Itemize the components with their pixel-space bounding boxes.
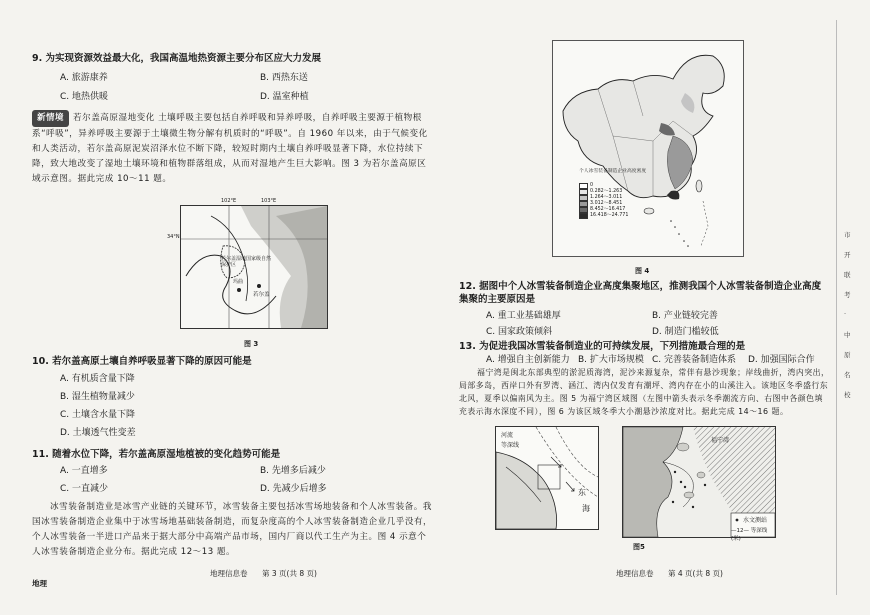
fig4-legend bbox=[579, 183, 628, 219]
q10-option-c: C. 土壤含水量下降 bbox=[60, 410, 136, 420]
footer-subject: 地理 bbox=[32, 579, 47, 588]
fig3-zoige-label: 若尔盖 bbox=[253, 292, 270, 298]
q13-option-b: B. 扩大市场规模 bbox=[578, 355, 644, 365]
binding-margin-char: 开 bbox=[844, 251, 851, 259]
q13-option-a: A. 增强自主创新能力 bbox=[486, 355, 570, 365]
footer-right-page-number: 第 4 页(共 8 页) bbox=[668, 569, 723, 578]
intro-passage bbox=[32, 110, 434, 187]
binding-margin-char: 中 bbox=[844, 331, 851, 339]
fig4-legend-label: 16.418～24.771 bbox=[590, 213, 629, 218]
q12-option-b: B. 产业链较完善 bbox=[652, 311, 718, 321]
fig4-legend-title: 个人冰雪装备制造企业高度密度 bbox=[579, 169, 647, 174]
q10-option-d: D. 土壤透气性变差 bbox=[60, 428, 136, 438]
figure-3-caption: 图 3 bbox=[244, 340, 259, 348]
figure-4-svg bbox=[553, 41, 743, 256]
question-13-title: 13. 为促进我国冰雪装备制造业的可持续发展，下列措施最合理的是 bbox=[459, 341, 746, 352]
q12-option-c: C. 国家政策倾斜 bbox=[486, 327, 553, 337]
question-11-title: 11. 随着水位下降，若尔盖高原湿地植被的变化趋势可能是 bbox=[32, 449, 281, 460]
figure-3-map bbox=[167, 198, 328, 329]
q11-option-d: D. 先减少后增多 bbox=[260, 484, 327, 494]
question-12-title: 12. 据图中个人冰雪装备制造企业高度集聚地区，推测我国个人冰雪装备制造企业高度集聚的主要原因是 bbox=[459, 281, 822, 305]
fig5-east-label: 东 bbox=[578, 488, 586, 497]
funing-bay-passage: 福宁湾是闽北东部典型的淤泥质海湾，泥沙来源复杂，常伴有悬沙现象；岸线曲折，湾内突出，局部多岛，西岸口外有罗湾、涵江、湾内仅发育有潮坪、湾内存在小的山溪注入。该地区冬季盛行东北风，夏季以偏南风为主。图 5 为福宁湾区域图（左图中箭头表示冬季潮流方向、右图中各颜色填充表示海水深度不同），图 6 为该区域冬季大小潮悬沙浓度对比。据此完成 14～16 题。 bbox=[459, 368, 830, 416]
question-9-title: 9. 为实现资源效益最大化，我国高温地热资源主要分布区应大力发展 bbox=[32, 53, 322, 64]
fig4-legend-label: 1.264～3.011 bbox=[590, 195, 623, 200]
fig4-legend-label: 0.282～1.263 bbox=[590, 189, 623, 194]
binding-margin-char: 名 bbox=[844, 371, 851, 379]
fig3-lon-label-1: 102°E bbox=[221, 198, 237, 204]
binding-margin-char: 校 bbox=[844, 391, 851, 399]
figure-5-bay-map bbox=[622, 426, 776, 542]
q13-option-d: D. 加强国际合作 bbox=[748, 355, 815, 365]
fig4-legend-label: 0 bbox=[590, 183, 594, 188]
fig4-legend-row bbox=[579, 213, 628, 219]
q10-option-b: B. 湿生植物量减少 bbox=[60, 392, 135, 402]
footer-right-paper-name: 地理信息卷 bbox=[616, 569, 654, 578]
q13-option-c: C. 完善装备制造体系 bbox=[652, 355, 737, 365]
q11-option-c: C. 一直减少 bbox=[60, 484, 109, 494]
fig4-legend-swatch bbox=[579, 213, 588, 219]
binding-margin-char: 市 bbox=[844, 231, 851, 239]
figure-5-caption: 图5 bbox=[633, 543, 645, 551]
q10-option-a: A. 有机质含量下降 bbox=[60, 374, 135, 384]
fig5-sea-label: 海 bbox=[582, 504, 590, 513]
binding-margin-char: 原 bbox=[844, 351, 851, 359]
fig5-isobath-legend: —12— 等深线(米) bbox=[731, 528, 768, 542]
figure-4-caption: 图 4 bbox=[635, 267, 650, 275]
fig5-station-legend: 水文测站 bbox=[743, 517, 768, 524]
binding-margin-char: · bbox=[844, 310, 847, 318]
q12-option-d: D. 制造门槛较低 bbox=[652, 327, 719, 337]
fig3-lon-label-2: 103°E bbox=[261, 198, 277, 204]
question-10-title: 10. 若尔盖高原土壤自养呼吸显著下降的原因可能是 bbox=[32, 356, 252, 367]
q9-option-b: B. 西热东送 bbox=[260, 73, 308, 83]
fig3-reserve-label: 若尔盖湿地国家级自然保护区 bbox=[221, 256, 272, 268]
fig5-river-label: 河流 bbox=[501, 432, 514, 439]
q9-option-a: A. 旅游康养 bbox=[60, 73, 108, 83]
footer-left-paper-name: 地理信息卷 bbox=[210, 569, 248, 578]
q11-option-b: B. 先增多后减少 bbox=[260, 466, 326, 476]
binding-margin-char: 联 bbox=[844, 271, 851, 279]
fig4-legend-label: 8.452～16.417 bbox=[590, 207, 626, 212]
intro-passage-text: 若尔盖高原湿地变化 土壤呼吸主要包括自养呼吸和异养呼吸，自养呼吸主要源于植物根系“呼吸”，异养呼吸主要源于土壤微生物分解有机质时的“呼吸”。自 1960 年以来，由于气候变化和人类活动，若尔盖高原泥炭沼泽水位不断下降，较短时期内土壤自养呼吸显著下降，水位持续下降，致大地改变了湿地土壤环境和植物群落组成，从而对湿地产生巨大影响。图 3 为若尔盖高原区域示意图。据此完成 10～11 题。 bbox=[32, 113, 428, 184]
q9-option-c: C. 地热供暖 bbox=[60, 92, 109, 102]
fig4-legend-label: 3.012～8.451 bbox=[590, 201, 623, 206]
q11-option-a: A. 一直增多 bbox=[60, 466, 108, 476]
q12-option-a: A. 重工业基础雄厚 bbox=[486, 311, 561, 321]
fig3-maqu-label: 玛曲 bbox=[233, 279, 244, 285]
fig5-funing-bay-label: 福宁湾 bbox=[711, 437, 730, 444]
figure-5-inset-map bbox=[495, 426, 599, 530]
figure-4-map bbox=[552, 40, 744, 257]
ice-snow-passage: 冰雪装备制造业是冰雪产业链的关键环节，冰雪装备主要包括冰雪场地装备和个人冰雪装备。我国冰雪装备制造企业集中于冰雪场地基础装备制造，而复杂度高的个人冰雪装备制造企业几乎没有，个人冰雪装备一半进口产品来于据大部分中高端产品市场，国内厂商以代工生产为主。图 4 示意个人冰雪装备制造企业分布。据此完成 12～13 题。 bbox=[32, 502, 433, 557]
fig5-isobath-label: 等深线 bbox=[501, 442, 520, 449]
binding-margin-line bbox=[836, 20, 837, 595]
binding-margin-char: 考 bbox=[844, 291, 851, 299]
q9-option-d: D. 温室种植 bbox=[260, 92, 309, 102]
fig3-lat-label: 34°N bbox=[167, 234, 180, 240]
new-context-badge: 新情境 bbox=[32, 110, 69, 127]
footer-left-page-number: 第 3 页(共 8 页) bbox=[262, 569, 317, 578]
